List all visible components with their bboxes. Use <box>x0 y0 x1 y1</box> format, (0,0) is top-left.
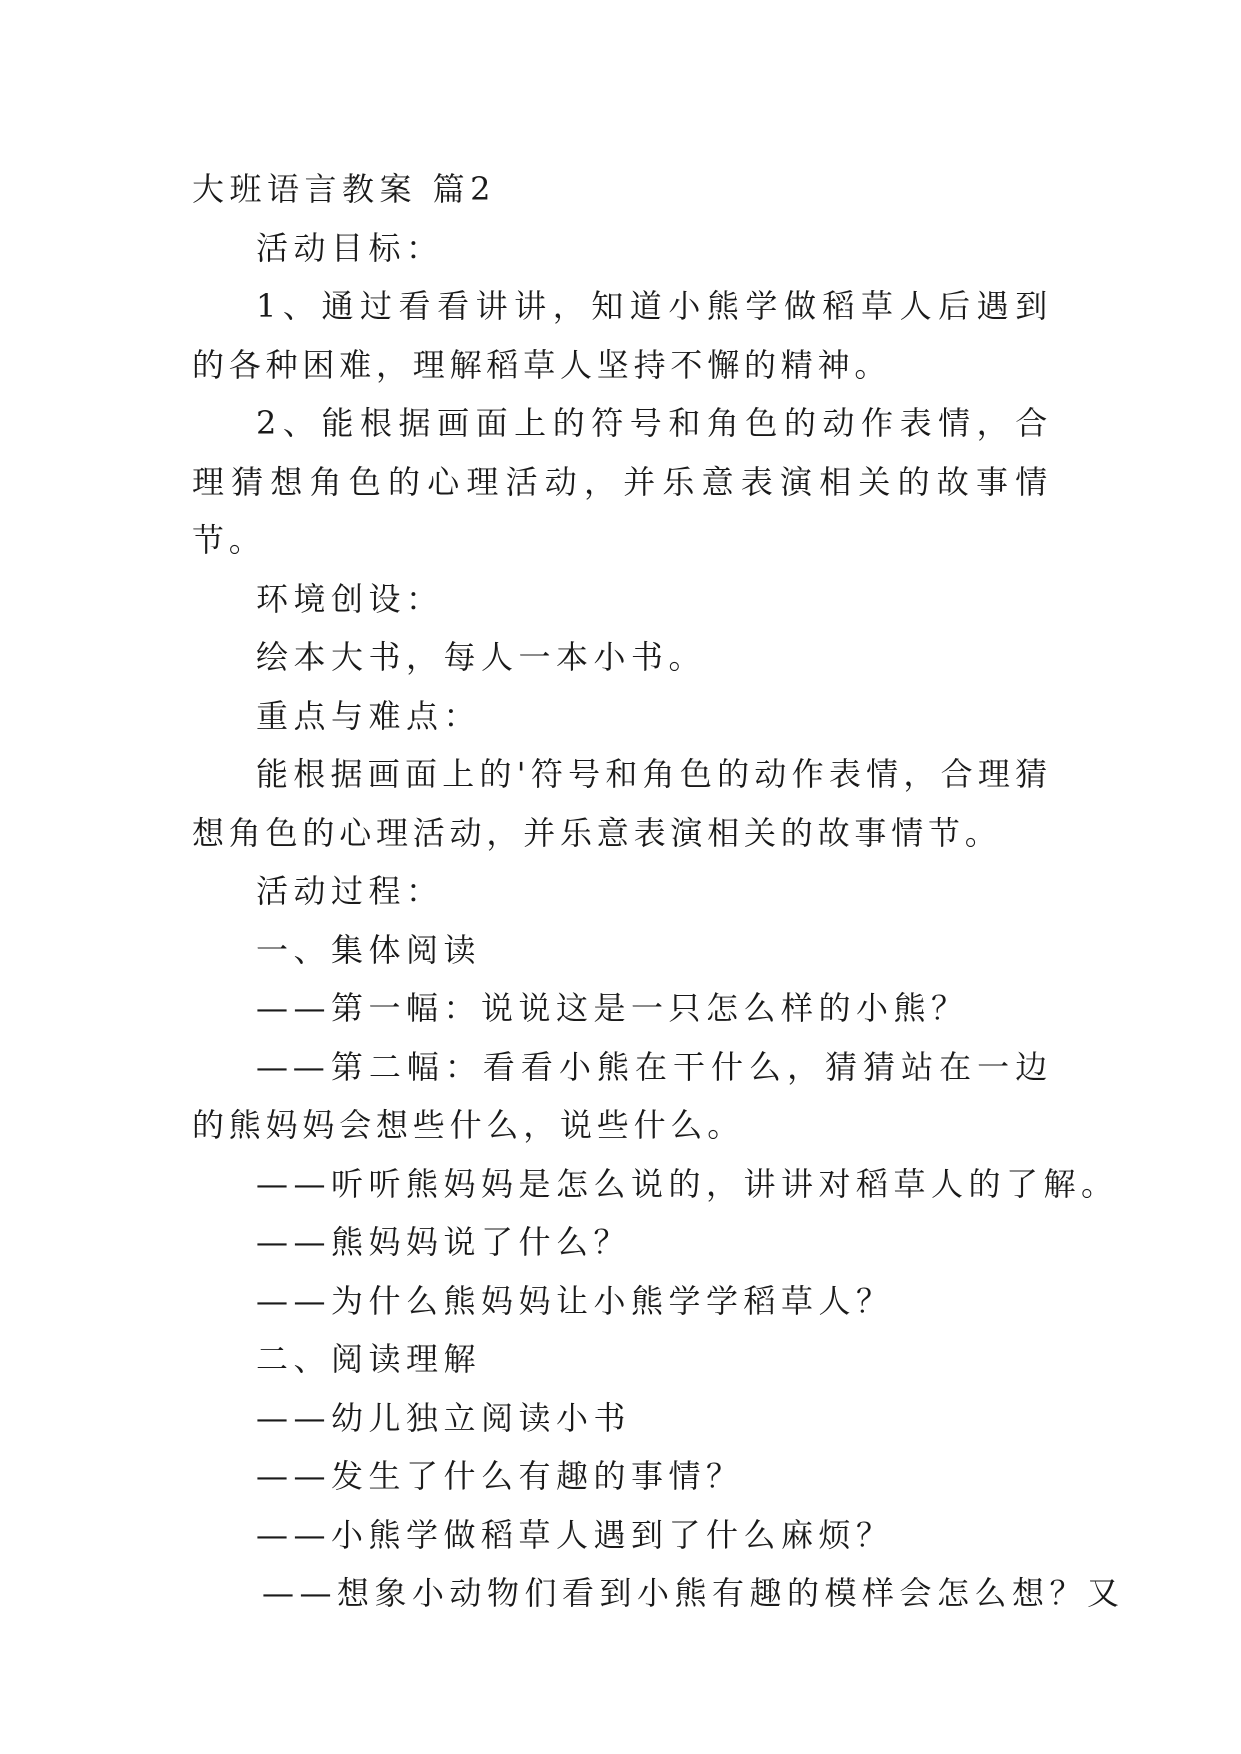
list-item: ——第一幅：说说这是一只怎么样的小熊？ <box>256 989 969 1027</box>
objective-1: 1、通过看看讲讲，知道小熊学做稻草人后遇到的各种困难，理解稻草人坚持不懈的精神。 <box>192 287 1052 384</box>
list-item: ——为什么熊妈妈让小熊学学稻草人？ <box>256 1281 894 1320</box>
list-item: ——熊妈妈说了什么？ <box>256 1223 632 1261</box>
list-item: ——想象小动物们看到小熊有趣的模样会怎么想？又 <box>262 1574 1125 1612</box>
list-item: ——小熊学做稻草人遇到了什么麻烦？ <box>256 1515 894 1554</box>
focus-text: 能根据画面上的'符号和角色的动作表情，合理猜想角色的心理活动，并乐意表演相关的故事情节。 <box>192 755 1052 852</box>
environment-text: 绘本大书，每人一本小书。 <box>256 638 707 676</box>
focus-heading: 重点与难点： <box>256 696 482 735</box>
list-item: ——第二幅：看看小熊在干什么，猜猜站在一边的熊妈妈会想些什么，说些什么。 <box>192 1047 1052 1144</box>
objectives-heading: 活动目标： <box>256 228 444 267</box>
list-item: ——幼儿独立阅读小书 <box>256 1398 632 1437</box>
objective-2: 2、能根据画面上的符号和角色的动作表情，合理猜想角色的心理活动，并乐意表演相关的故事情节。 <box>192 404 1052 559</box>
list-item: ——发生了什么有趣的事情？ <box>256 1457 744 1495</box>
section-heading-1: 一、集体阅读 <box>256 930 482 969</box>
environment-heading: 环境创设： <box>256 579 444 618</box>
section-heading-2: 二、阅读理解 <box>256 1340 482 1378</box>
document-title: 大班语言教案 篇2 <box>192 170 497 208</box>
document-body <box>192 160 1125 1623</box>
list-item: ——听听熊妈妈是怎么说的，讲讲对稻草人的了解。 <box>256 1164 1119 1203</box>
process-heading: 活动过程： <box>256 872 444 910</box>
